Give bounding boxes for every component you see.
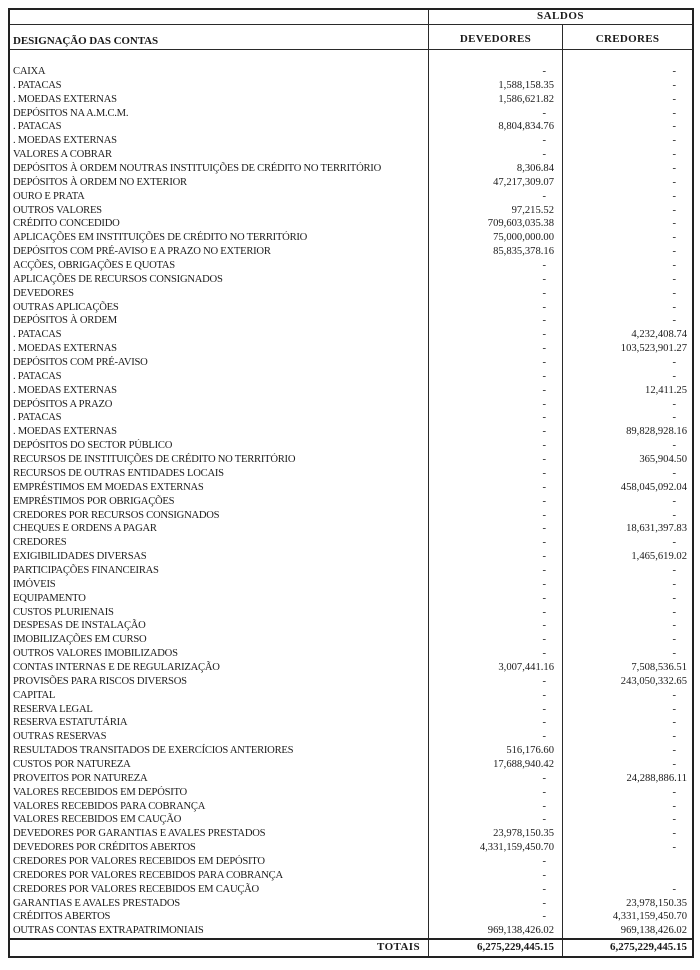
credores-value: 7,508,536.51: [562, 661, 692, 675]
account-label: VALORES RECEBIDOS PARA COBRANÇA: [13, 800, 206, 812]
credores-value: -: [562, 79, 692, 93]
table-row: [10, 204, 692, 218]
credores-value: [562, 855, 692, 869]
table-row: [10, 134, 692, 148]
devedores-value: -: [428, 675, 562, 689]
account-label: CAIXA: [13, 66, 46, 77]
table-row: [10, 439, 692, 453]
devedores-value: -: [428, 716, 562, 730]
table-row: [10, 328, 692, 342]
account-label: CRÉDITO CONCEDIDO: [13, 218, 120, 230]
credores-value: -: [562, 744, 692, 758]
table-row: [10, 301, 692, 315]
account-label: ACÇÕES, OBRIGAÇÕES E QUOTAS: [13, 260, 175, 272]
table-row: [10, 924, 692, 938]
account-label: CONTAS INTERNAS E DE REGULARIZAÇÃO: [13, 661, 220, 673]
account-label: EXIGIBILIDADES DIVERSAS: [13, 551, 147, 563]
credores-value: -: [562, 93, 692, 107]
account-label: PROVEITOS POR NATUREZA: [13, 772, 148, 784]
devedores-value: -: [428, 467, 562, 481]
table-row: [10, 564, 692, 578]
credores-value: -: [562, 356, 692, 370]
devedores-value: -: [428, 897, 562, 911]
credores-value: -: [562, 162, 692, 176]
account-label: DEPÓSITOS COM PRÉ-AVISO E A PRAZO NO EXTERIOR: [13, 246, 271, 258]
table-row: [10, 356, 692, 370]
devedores-value: -: [428, 522, 562, 536]
table-row: [10, 910, 692, 924]
credores-value: -: [562, 217, 692, 231]
table-row: [10, 453, 692, 467]
credores-value: 365,904.50: [562, 453, 692, 467]
devedores-value: -: [428, 439, 562, 453]
credores-value: -: [562, 730, 692, 744]
totals-credores-value: 6,275,229,445.15: [562, 940, 692, 956]
totals-row: [10, 938, 692, 956]
table-row: [10, 93, 692, 107]
account-label: DEPÓSITOS À ORDEM: [13, 315, 117, 327]
table-row: [10, 162, 692, 176]
credores-value: -: [562, 398, 692, 412]
devedores-value: -: [428, 800, 562, 814]
saldos-header: SALDOS: [428, 10, 692, 24]
account-label: . PATACAS: [13, 121, 62, 133]
devedores-value: -: [428, 786, 562, 800]
table-row: [10, 813, 692, 827]
credores-value: 103,523,901.27: [562, 342, 692, 356]
credores-value: [562, 869, 692, 883]
table-row: [10, 495, 692, 509]
devedores-value: -: [428, 259, 562, 273]
table-row: [10, 869, 692, 883]
account-label: DEPÓSITOS NA A.M.C.M.: [13, 107, 129, 119]
table-row: [10, 536, 692, 550]
credores-value: -: [562, 259, 692, 273]
credores-value: -: [562, 65, 692, 79]
table-row: [10, 148, 692, 162]
credores-value: -: [562, 148, 692, 162]
table-row: [10, 107, 692, 121]
devedores-column-header: DEVEDORES: [428, 25, 562, 49]
devedores-value: -: [428, 411, 562, 425]
table-row: [10, 314, 692, 328]
table-row: [10, 231, 692, 245]
table-row: [10, 550, 692, 564]
account-label: RECURSOS DE INSTITUIÇÕES DE CRÉDITO NO TERRITÓRIO: [13, 454, 296, 466]
devedores-value: -: [428, 398, 562, 412]
account-label: CREDORES: [13, 537, 67, 549]
table-row: [10, 786, 692, 800]
credores-value: -: [562, 786, 692, 800]
table-row: [10, 578, 692, 592]
account-label: RESERVA LEGAL: [13, 703, 93, 715]
credores-value: 969,138,426.02: [562, 924, 692, 938]
devedores-value: -: [428, 619, 562, 633]
devedores-value: -: [428, 107, 562, 121]
devedores-value: -: [428, 314, 562, 328]
account-label: CHEQUES E ORDENS A PAGAR: [13, 523, 157, 535]
devedores-value: -: [428, 287, 562, 301]
table-row: [10, 120, 692, 134]
table-row: [10, 758, 692, 772]
credores-value: -: [562, 800, 692, 814]
table-row: [10, 647, 692, 661]
table-row: [10, 217, 692, 231]
table-row: [10, 342, 692, 356]
account-label: . MOEDAS EXTERNAS: [13, 384, 117, 396]
credores-value: -: [562, 439, 692, 453]
credores-value: 12,411.25: [562, 384, 692, 398]
account-label: APLICAÇÕES EM INSTITUIÇÕES DE CRÉDITO NO TERRITÓRIO: [13, 232, 308, 244]
credores-value: -: [562, 536, 692, 550]
table-row: [10, 661, 692, 675]
credores-value: -: [562, 495, 692, 509]
credores-column-header: CREDORES: [562, 25, 692, 49]
account-label: VALORES RECEBIDOS EM CAUÇÃO: [13, 814, 182, 826]
credores-value: -: [562, 107, 692, 121]
devedores-value: -: [428, 689, 562, 703]
table-row: [10, 744, 692, 758]
account-label: DEVEDORES POR GARANTIAS E AVALES PRESTADOS: [13, 828, 266, 840]
devedores-value: 1,588,158.35: [428, 79, 562, 93]
account-label: CRÉDITOS ABERTOS: [13, 911, 111, 923]
table-row: [10, 703, 692, 717]
account-label: EMPRÉSTIMOS EM MOEDAS EXTERNAS: [13, 481, 204, 493]
table-row: [10, 273, 692, 287]
account-label: IMÓVEIS: [13, 578, 56, 590]
account-label: . PATACAS: [13, 412, 62, 424]
account-label: DEPÓSITOS DO SECTOR PÚBLICO: [13, 440, 173, 452]
account-label: VALORES RECEBIDOS EM DEPÓSITO: [13, 786, 187, 798]
totals-label: TOTAIS: [377, 941, 420, 953]
credores-value: -: [562, 592, 692, 606]
credores-value: -: [562, 370, 692, 384]
credores-value: -: [562, 245, 692, 259]
account-label: CREDORES POR RECURSOS CONSIGNADOS: [13, 509, 220, 521]
table-row: [10, 398, 692, 412]
account-label: DEVEDORES: [13, 287, 74, 299]
account-label: OUTROS VALORES IMOBILIZADOS: [13, 648, 178, 660]
credores-value: -: [562, 883, 692, 897]
table-row: [10, 800, 692, 814]
table-row: [10, 827, 692, 841]
devedores-value: -: [428, 855, 562, 869]
devedores-value: 516,176.60: [428, 744, 562, 758]
credores-value: -: [562, 509, 692, 523]
table-row: [10, 509, 692, 523]
devedores-value: -: [428, 536, 562, 550]
account-label: DEPÓSITOS A PRAZO: [13, 398, 113, 410]
table-row: [10, 730, 692, 744]
account-label: . PATACAS: [13, 370, 62, 382]
devedores-value: -: [428, 772, 562, 786]
devedores-value: -: [428, 564, 562, 578]
account-label: CUSTOS POR NATUREZA: [13, 758, 131, 770]
account-label: OUTROS VALORES: [13, 204, 102, 216]
credores-value: 18,631,397.83: [562, 522, 692, 536]
designacao-das-contas-header: DESIGNAÇÃO DAS CONTAS: [13, 35, 158, 47]
account-rows: [10, 50, 692, 938]
credores-value: 1,465,619.02: [562, 550, 692, 564]
devedores-value: 47,217,309.07: [428, 176, 562, 190]
header-top-empty-cell: [10, 10, 428, 24]
table-column-header-row: [10, 25, 692, 50]
credores-value: -: [562, 827, 692, 841]
account-label: EQUIPAMENTO: [13, 592, 86, 604]
table-row: [10, 287, 692, 301]
credores-value: -: [562, 190, 692, 204]
table-row: [10, 592, 692, 606]
table-row: [10, 245, 692, 259]
account-label: APLICAÇÕES DE RECURSOS CONSIGNADOS: [13, 273, 223, 285]
table-row: [10, 481, 692, 495]
devedores-value: -: [428, 425, 562, 439]
devedores-value: -: [428, 328, 562, 342]
blank-cell: [428, 50, 562, 65]
blank-cell: [562, 50, 692, 65]
devedores-value: -: [428, 481, 562, 495]
table-row: [10, 411, 692, 425]
devedores-value: -: [428, 65, 562, 79]
table-row: [10, 855, 692, 869]
credores-value: -: [562, 204, 692, 218]
account-label: . MOEDAS EXTERNAS: [13, 426, 117, 438]
devedores-value: 75,000,000.00: [428, 231, 562, 245]
credores-value: -: [562, 606, 692, 620]
account-label: DEPÓSITOS COM PRÉ-AVISO: [13, 357, 148, 369]
table-row: [10, 384, 692, 398]
devedores-value: -: [428, 883, 562, 897]
credores-value: 89,828,928.16: [562, 425, 692, 439]
credores-value: 4,232,408.74: [562, 328, 692, 342]
devedores-value: -: [428, 550, 562, 564]
credores-value: 243,050,332.65: [562, 675, 692, 689]
account-label: DEPÓSITOS À ORDEM NOUTRAS INSTITUIÇÕES DE CRÉDITO NO TERRITÓRIO: [13, 163, 381, 175]
devedores-value: 97,215.52: [428, 204, 562, 218]
table-row: [10, 425, 692, 439]
credores-value: -: [562, 134, 692, 148]
devedores-value: -: [428, 592, 562, 606]
account-label: CREDORES POR VALORES RECEBIDOS EM DEPÓSITO: [13, 855, 265, 867]
table-row: [10, 522, 692, 536]
account-label: . MOEDAS EXTERNAS: [13, 93, 117, 105]
devedores-value: -: [428, 148, 562, 162]
account-label: OURO E PRATA: [13, 190, 85, 202]
credores-value: -: [562, 647, 692, 661]
account-label: DEPÓSITOS À ORDEM NO EXTERIOR: [13, 176, 187, 188]
devedores-value: -: [428, 370, 562, 384]
devedores-value: -: [428, 730, 562, 744]
account-label: PARTICIPAÇÕES FINANCEIRAS: [13, 564, 159, 576]
table-row: [10, 619, 692, 633]
credores-value: -: [562, 287, 692, 301]
devedores-value: -: [428, 910, 562, 924]
account-label: . PATACAS: [13, 329, 62, 341]
totals-devedores-value: 6,275,229,445.15: [428, 940, 562, 956]
table-row: [10, 716, 692, 730]
blank-cell: [10, 50, 428, 65]
credores-value: -: [562, 703, 692, 717]
balance-of-accounts-table: [8, 8, 694, 958]
table-row: [10, 467, 692, 481]
credores-value: -: [562, 411, 692, 425]
table-row: [10, 689, 692, 703]
devedores-value: 709,603,035.38: [428, 217, 562, 231]
devedores-value: -: [428, 190, 562, 204]
credores-value: -: [562, 176, 692, 190]
credores-value: -: [562, 273, 692, 287]
account-label: CREDORES POR VALORES RECEBIDOS PARA COBRANÇA: [13, 869, 283, 881]
account-label: CREDORES POR VALORES RECEBIDOS EM CAUÇÃO: [13, 883, 259, 895]
credores-value: -: [562, 467, 692, 481]
credores-value: -: [562, 716, 692, 730]
account-label: EMPRÉSTIMOS POR OBRIGAÇÕES: [13, 495, 175, 507]
account-label: PROVISÕES PARA RISCOS DIVERSOS: [13, 675, 187, 687]
credores-value: -: [562, 564, 692, 578]
credores-value: -: [562, 120, 692, 134]
credores-value: -: [562, 301, 692, 315]
devedores-value: 969,138,426.02: [428, 924, 562, 938]
devedores-value: -: [428, 578, 562, 592]
devedores-value: -: [428, 342, 562, 356]
table-row: [10, 190, 692, 204]
table-row: [10, 370, 692, 384]
devedores-value: 1,586,621.82: [428, 93, 562, 107]
devedores-value: -: [428, 813, 562, 827]
account-label: RESULTADOS TRANSITADOS DE EXERCÍCIOS ANTERIORES: [13, 745, 294, 757]
table-header-top-row: [10, 10, 692, 25]
devedores-value: -: [428, 134, 562, 148]
credores-value: 23,978,150.35: [562, 897, 692, 911]
devedores-value: 17,688,940.42: [428, 758, 562, 772]
table-row: [10, 65, 692, 79]
credores-value: 458,045,092.04: [562, 481, 692, 495]
devedores-value: 3,007,441.16: [428, 661, 562, 675]
table-row: [10, 633, 692, 647]
account-label: . MOEDAS EXTERNAS: [13, 135, 117, 147]
credores-value: -: [562, 758, 692, 772]
account-label: RECURSOS DE OUTRAS ENTIDADES LOCAIS: [13, 467, 224, 479]
credores-value: -: [562, 619, 692, 633]
account-label: DESPESAS DE INSTALAÇÃO: [13, 620, 146, 632]
table-row: [10, 606, 692, 620]
devedores-value: 23,978,150.35: [428, 827, 562, 841]
credores-value: 4,331,159,450.70: [562, 910, 692, 924]
credores-value: -: [562, 689, 692, 703]
credores-value: -: [562, 633, 692, 647]
devedores-value: -: [428, 273, 562, 287]
devedores-value: -: [428, 509, 562, 523]
devedores-value: -: [428, 703, 562, 717]
devedores-value: 8,306.84: [428, 162, 562, 176]
table-row: [10, 883, 692, 897]
devedores-value: -: [428, 384, 562, 398]
table-row: [10, 897, 692, 911]
credores-value: -: [562, 813, 692, 827]
account-label: OUTRAS RESERVAS: [13, 731, 107, 743]
devedores-value: -: [428, 301, 562, 315]
devedores-value: -: [428, 633, 562, 647]
devedores-value: -: [428, 869, 562, 883]
account-label: . PATACAS: [13, 79, 62, 91]
devedores-value: -: [428, 647, 562, 661]
account-label: IMOBILIZAÇÕES EM CURSO: [13, 634, 147, 646]
account-label: DEVEDORES POR CRÉDITOS ABERTOS: [13, 842, 196, 854]
table-row: [10, 259, 692, 273]
devedores-value: -: [428, 606, 562, 620]
account-label: GARANTIAS E AVALES PRESTADOS: [13, 897, 180, 909]
devedores-value: -: [428, 356, 562, 370]
devedores-value: 4,331,159,450.70: [428, 841, 562, 855]
credores-value: -: [562, 231, 692, 245]
credores-value: -: [562, 314, 692, 328]
table-row: [10, 79, 692, 93]
account-label: OUTRAS CONTAS EXTRAPATRIMONIAIS: [13, 925, 204, 937]
account-label: OUTRAS APLICAÇÕES: [13, 301, 119, 313]
table-row: [10, 841, 692, 855]
account-label: VALORES A COBRAR: [13, 149, 112, 161]
table-row: [10, 176, 692, 190]
account-label: CAPITAL: [13, 689, 56, 701]
devedores-value: -: [428, 495, 562, 509]
devedores-value: 8,804,834.76: [428, 120, 562, 134]
blank-row: [10, 50, 692, 65]
devedores-value: -: [428, 453, 562, 467]
account-label: RESERVA ESTATUTÁRIA: [13, 717, 128, 729]
table-row: [10, 675, 692, 689]
table-row: [10, 772, 692, 786]
account-label: CUSTOS PLURIENAIS: [13, 606, 114, 618]
credores-value: -: [562, 841, 692, 855]
account-label: . MOEDAS EXTERNAS: [13, 343, 117, 355]
credores-value: -: [562, 578, 692, 592]
devedores-value: 85,835,378.16: [428, 245, 562, 259]
credores-value: 24,288,886.11: [562, 772, 692, 786]
